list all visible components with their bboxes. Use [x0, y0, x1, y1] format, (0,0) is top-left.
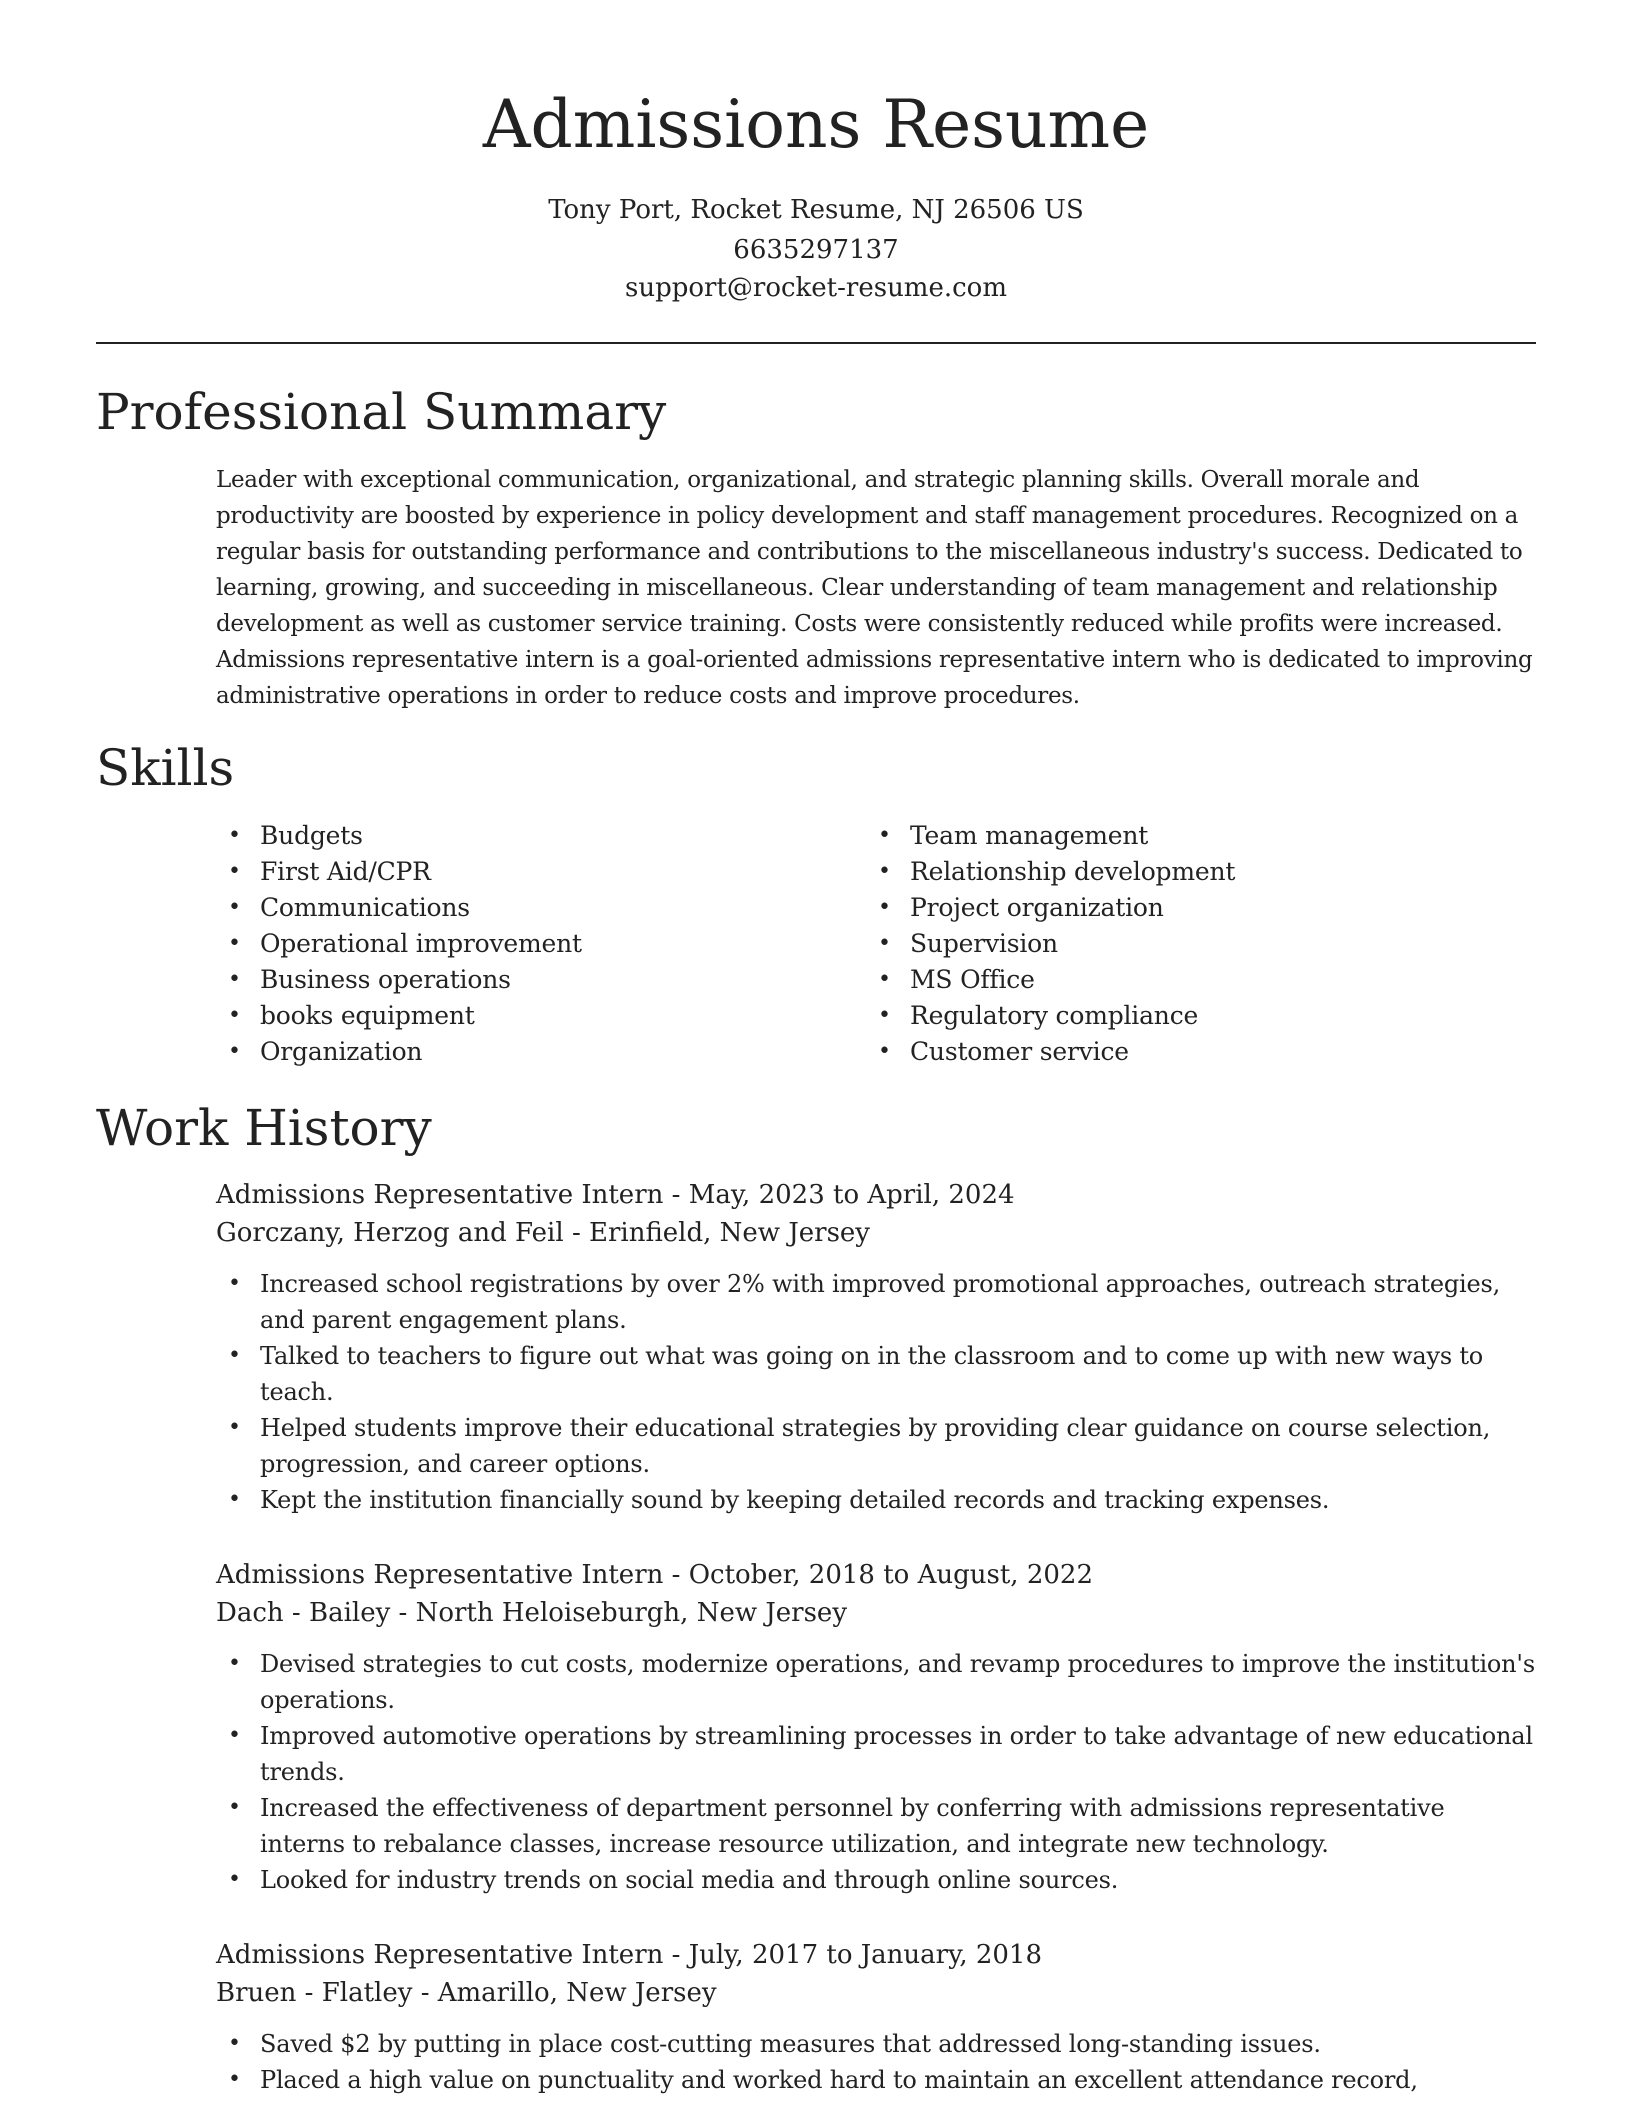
- job-company-line: [216, 1214, 1536, 1252]
- job-title: Admissions Representative Intern: [216, 1560, 664, 1590]
- skill-item: • MS Office: [866, 962, 1506, 998]
- work-history-heading: Work History: [96, 1099, 432, 1157]
- job-entry: [216, 1936, 1536, 2098]
- header-divider: [96, 342, 1536, 344]
- job-title-line: [216, 1556, 1536, 1594]
- job-company-line: [216, 1974, 1536, 2012]
- skill-item: • Communications: [216, 890, 856, 926]
- job-entry: [216, 1176, 1536, 1518]
- job-bullet: • Increased school registrations by over 2% with improved promotional approaches, outreach strategies, and parent engagement plans.: [216, 1266, 1536, 1338]
- contact-address: Tony Port, Rocket Resume, NJ 26506 US: [548, 195, 1084, 225]
- job-dates: - July, 2017 to January, 2018: [671, 1940, 1043, 1970]
- job-bullet: • Kept the institution financially sound by keeping detailed records and tracking expenses.: [216, 1482, 1536, 1518]
- job-bullet: • Increased the effectiveness of department personnel by conferring with admissions representative interns to rebalance classes, increase resource utilization, and integrate new technology.: [216, 1790, 1536, 1862]
- job-bullet: • Saved $2 by putting in place cost-cutting measures that addressed long-standing issues.: [216, 2026, 1536, 2062]
- job-dates: - October, 2018 to August, 2022: [671, 1560, 1093, 1590]
- job-location: - North Heloiseburgh, New Jersey: [398, 1598, 848, 1628]
- job-bullet: • Talked to teachers to figure out what was going on in the classroom and to come up with new ways to teach.: [216, 1338, 1536, 1410]
- job-company: Gorczany, Herzog and Feil: [216, 1218, 564, 1248]
- job-bullet: • Devised strategies to cut costs, modernize operations, and revamp procedures to improve the institution's operations.: [216, 1646, 1536, 1718]
- job-company: Bruen - Flatley: [216, 1978, 413, 2008]
- job-bullets: [216, 2026, 1536, 2098]
- job-location: - Erinfield, New Jersey: [571, 1218, 870, 1248]
- skills-list-right: [866, 818, 1506, 1070]
- skill-item: • Supervision: [866, 926, 1506, 962]
- job-bullet: • Looked for industry trends on social media and through online sources.: [216, 1862, 1536, 1898]
- job-bullets: [216, 1646, 1536, 1898]
- job-company-line: [216, 1594, 1536, 1632]
- skill-item: • Organization: [216, 1034, 856, 1070]
- job-entry: [216, 1556, 1536, 1898]
- skill-item: • Team management: [866, 818, 1506, 854]
- skill-item: • books equipment: [216, 998, 856, 1034]
- skill-item: • Relationship development: [866, 854, 1506, 890]
- skill-item: • Business operations: [216, 962, 856, 998]
- skill-item: • Project organization: [866, 890, 1506, 926]
- job-location: - Amarillo, New Jersey: [420, 1978, 717, 2008]
- summary-text: Leader with exceptional communication, organizational, and strategic planning skills. Overall morale and productivity are boosted by experience in policy development and staff management procedures. Recognized on a regular basis for outstanding performance and contributions to the miscellaneous industry's success. Dedicated to learning, growing, and succeeding in miscellaneous. Clear understanding of team management and relationship development as well as customer service training. Costs were consistently reduced while profits were increased. Admissions representative intern is a goal-oriented admissions representative intern who is dedicated to improving administrative operations in order to reduce costs and improve procedures.: [216, 467, 1533, 709]
- skill-item: • First Aid/CPR: [216, 854, 856, 890]
- job-title-line: [216, 1176, 1536, 1214]
- job-title: Admissions Representative Intern: [216, 1180, 664, 1210]
- skills-heading: Skills: [96, 739, 235, 797]
- job-title: Admissions Representative Intern: [216, 1940, 664, 1970]
- job-dates: - May, 2023 to April, 2024: [671, 1180, 1015, 1210]
- job-bullet: • Improved automotive operations by streamlining processes in order to take advantage of new educational trends.: [216, 1718, 1536, 1790]
- job-bullet: • Helped students improve their educational strategies by providing clear guidance on course selection, progression, and career options.: [216, 1410, 1536, 1482]
- skill-item: • Regulatory compliance: [866, 998, 1506, 1034]
- job-bullet: • Placed a high value on punctuality and worked hard to maintain an excellent attendance record,: [216, 2062, 1536, 2098]
- skill-item: • Budgets: [216, 818, 856, 854]
- resume-title: Admissions Resume: [482, 86, 1150, 163]
- summary-heading: Professional Summary: [96, 383, 667, 441]
- job-company: Dach - Bailey: [216, 1598, 391, 1628]
- skill-item: • Operational improvement: [216, 926, 856, 962]
- contact-email: support@rocket-resume.com: [624, 273, 1007, 303]
- job-title-line: [216, 1936, 1536, 1974]
- contact-phone: 6635297137: [733, 235, 899, 265]
- skills-list-left: [216, 818, 856, 1070]
- job-bullets: [216, 1266, 1536, 1518]
- skill-item: • Customer service: [866, 1034, 1506, 1070]
